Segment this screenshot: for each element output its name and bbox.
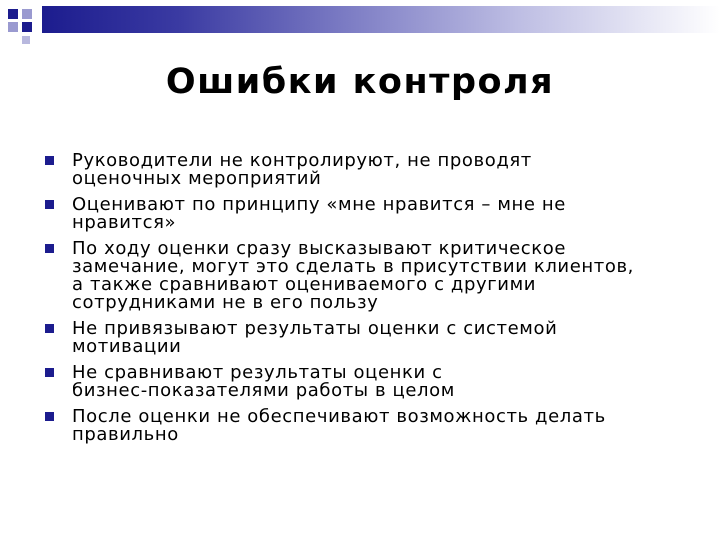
bullet-text: Руководители не контролируют, не проводят оценочных мероприятий xyxy=(72,150,532,189)
square-bullet-icon xyxy=(45,156,54,165)
bullet-list xyxy=(42,152,682,452)
corner-square-decoration xyxy=(22,9,32,19)
header-gradient-band xyxy=(42,6,720,33)
bullet-item xyxy=(42,408,682,444)
corner-square-decoration xyxy=(8,9,18,19)
bullet-text: Не сравнивают результаты оценки с бизнес-показателями работы в целом xyxy=(72,362,455,401)
bullet-text: После оценки не обеспечивают возможность делать правильно xyxy=(72,406,606,445)
square-bullet-icon xyxy=(45,412,54,421)
bullet-item xyxy=(42,364,682,400)
bullet-item xyxy=(42,320,682,356)
square-bullet-icon xyxy=(45,244,54,253)
bullet-item xyxy=(42,152,682,188)
bullet-text: Оценивают по принципу «мне нравится – мне не нравится» xyxy=(72,194,566,233)
square-bullet-icon xyxy=(45,324,54,333)
corner-square-decoration xyxy=(22,36,30,44)
bullet-item xyxy=(42,240,682,312)
bullet-text: По ходу оценки сразу высказывают критическое замечание, могут это сделать в присутствии клиентов, а также сравнивают оцениваемого с другими сотрудниками не в его пользу xyxy=(72,238,634,313)
bullet-text: Не привязывают результаты оценки с системой мотивации xyxy=(72,318,558,357)
corner-square-decoration xyxy=(22,22,32,32)
bullet-item xyxy=(42,196,682,232)
square-bullet-icon xyxy=(45,368,54,377)
slide-title: Ошибки контроля xyxy=(165,62,555,102)
corner-square-decoration xyxy=(8,22,18,32)
square-bullet-icon xyxy=(45,200,54,209)
